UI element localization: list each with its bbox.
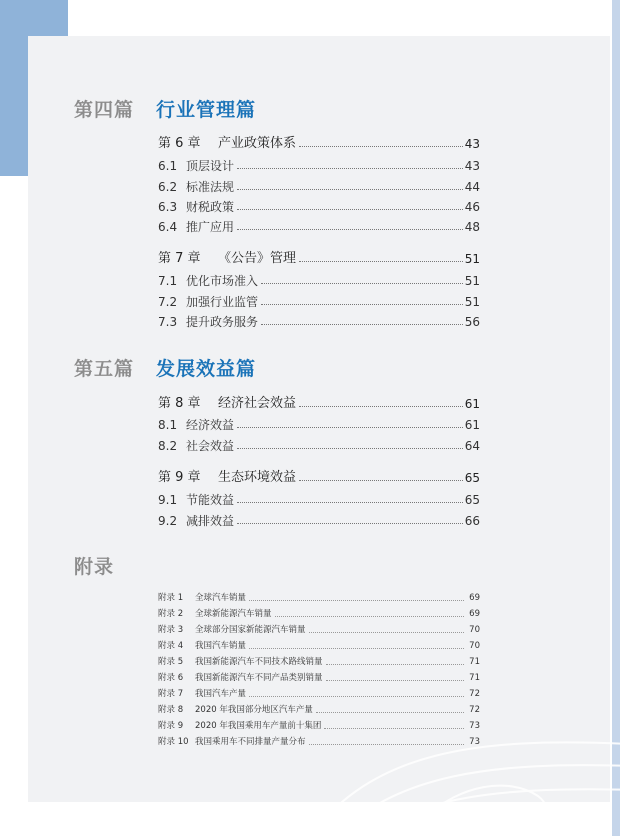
page-number: 71 <box>469 657 480 667</box>
toc-appendix-item[interactable] <box>158 706 480 715</box>
chapter-number: 第 6 章 <box>158 136 201 151</box>
section-number: 6.4 <box>158 220 178 234</box>
page-number: 69 <box>469 593 480 603</box>
section-number: 9.1 <box>158 493 178 507</box>
appendix-item-title: 我国汽车产量 <box>195 689 247 699</box>
page-number: 61 <box>464 418 480 432</box>
dot-leader <box>237 229 463 230</box>
appendix-item-title: 我国乘用车不同排量产量分布 <box>195 737 306 747</box>
appendix-item-title: 我国新能源汽车不同产品类别销量 <box>195 673 323 683</box>
section-title: 社会效益 <box>186 439 235 453</box>
part-title: 行业管理篇 <box>156 99 257 121</box>
page-number: 61 <box>464 397 480 411</box>
section-number: 8.1 <box>158 418 178 432</box>
dot-leader <box>261 283 463 284</box>
part-heading-5 <box>74 354 256 381</box>
page-number: 69 <box>469 609 480 619</box>
toc-appendix-item[interactable] <box>158 722 480 731</box>
appendix-number: 附录 5 <box>158 657 184 667</box>
chapter-number: 第 7 章 <box>158 251 201 266</box>
appendix-item-title: 我国新能源汽车不同技术路线销量 <box>195 657 323 667</box>
toc-chapter-6[interactable] <box>158 137 480 150</box>
chapter-title: 生态环境效益 <box>218 470 297 485</box>
page-number: 43 <box>464 159 480 173</box>
appendix-heading <box>74 552 114 579</box>
dot-leader <box>261 304 463 305</box>
dot-leader <box>309 744 464 745</box>
appendix-item-title: 我国汽车销量 <box>195 641 247 651</box>
appendix-item-title: 2020 年我国乘用车产量前十集团 <box>195 721 322 731</box>
section-number: 6.2 <box>158 180 178 194</box>
dot-leader <box>237 168 463 169</box>
section-number: 8.2 <box>158 439 178 453</box>
toc-appendix-item[interactable] <box>158 610 480 619</box>
toc-appendix-item[interactable] <box>158 690 480 699</box>
dot-leader <box>299 261 463 262</box>
part-number: 第四篇 <box>74 99 135 121</box>
dot-leader <box>249 648 464 649</box>
appendix-number: 附录 7 <box>158 689 184 699</box>
toc-appendix-item[interactable] <box>158 594 480 603</box>
toc-appendix-item[interactable] <box>158 626 480 635</box>
section-title: 经济效益 <box>186 418 235 432</box>
toc-section[interactable] <box>158 201 480 213</box>
page-number: 73 <box>469 721 480 731</box>
dot-leader <box>237 448 463 449</box>
toc-section[interactable] <box>158 316 480 328</box>
toc-section[interactable] <box>158 221 480 233</box>
section-title: 顶层设计 <box>186 159 235 173</box>
chapter-number: 第 9 章 <box>158 470 201 485</box>
section-title: 优化市场准入 <box>186 274 259 288</box>
toc-chapter-7[interactable] <box>158 252 480 265</box>
dot-leader <box>299 480 463 481</box>
section-title: 节能效益 <box>186 493 235 507</box>
appendix-number: 附录 4 <box>158 641 184 651</box>
toc-appendix-item[interactable] <box>158 658 480 667</box>
toc-appendix-item[interactable] <box>158 674 480 683</box>
dot-leader <box>237 523 463 524</box>
section-title: 财税政策 <box>186 200 235 214</box>
appendix-number: 附录 8 <box>158 705 184 715</box>
page-number: 66 <box>464 514 480 528</box>
dot-leader <box>275 616 464 617</box>
section-title: 标准法规 <box>186 180 235 194</box>
page-number: 65 <box>464 471 480 485</box>
dot-leader <box>261 324 463 325</box>
section-title: 减排效益 <box>186 514 235 528</box>
dot-leader <box>237 427 463 428</box>
page-number: 44 <box>464 180 480 194</box>
part-title: 发展效益篇 <box>156 358 257 380</box>
page-number: 56 <box>464 315 480 329</box>
chapter-title: 《公告》管理 <box>218 251 297 266</box>
page-number: 71 <box>469 673 480 683</box>
page-number: 73 <box>469 737 480 747</box>
appendix-number: 附录 1 <box>158 593 184 603</box>
dot-leader <box>324 728 464 729</box>
dot-leader <box>326 680 464 681</box>
toc-chapter-8[interactable] <box>158 397 480 410</box>
appendix-title: 附录 <box>74 556 115 578</box>
section-number: 7.2 <box>158 295 178 309</box>
page-number: 48 <box>464 220 480 234</box>
toc-section[interactable] <box>158 494 480 506</box>
section-title: 加强行业监管 <box>186 295 259 309</box>
dot-leader <box>237 502 463 503</box>
section-number: 9.2 <box>158 514 178 528</box>
swirl-watermark-icon <box>308 716 620 838</box>
page-number: 65 <box>464 493 480 507</box>
page-number: 46 <box>464 200 480 214</box>
part-number: 第五篇 <box>74 358 135 380</box>
chapter-number: 第 8 章 <box>158 396 201 411</box>
page-number: 70 <box>469 641 480 651</box>
toc-chapter-9[interactable] <box>158 471 480 484</box>
toc-appendix-item[interactable] <box>158 738 480 747</box>
appendix-number: 附录 10 <box>158 737 189 747</box>
toc-section[interactable] <box>158 296 480 308</box>
section-number: 6.1 <box>158 159 178 173</box>
page-number: 72 <box>469 705 480 715</box>
section-number: 7.3 <box>158 315 178 329</box>
toc-section[interactable] <box>158 275 480 287</box>
section-title: 提升政务服务 <box>186 315 259 329</box>
appendix-item-title: 全球部分国家新能源汽车销量 <box>195 625 306 635</box>
page-number: 72 <box>469 689 480 699</box>
page-number: 43 <box>464 137 480 151</box>
section-title: 推广应用 <box>186 220 235 234</box>
dot-leader <box>299 406 463 407</box>
dot-leader <box>326 664 464 665</box>
page-number: 51 <box>464 252 480 266</box>
toc-appendix-item[interactable] <box>158 642 480 651</box>
dot-leader <box>237 209 463 210</box>
right-edge-strip <box>612 0 620 836</box>
chapter-title: 产业政策体系 <box>218 136 297 151</box>
appendix-item-title: 全球汽车销量 <box>195 593 247 603</box>
dot-leader <box>316 712 464 713</box>
section-number: 6.3 <box>158 200 178 214</box>
toc-section[interactable] <box>158 440 480 452</box>
appendix-item-title: 全球新能源汽车销量 <box>195 609 272 619</box>
chapter-title: 经济社会效益 <box>218 396 297 411</box>
appendix-number: 附录 6 <box>158 673 184 683</box>
part-heading-4 <box>74 95 256 122</box>
dot-leader <box>249 600 464 601</box>
toc-section[interactable] <box>158 515 480 527</box>
page-number: 70 <box>469 625 480 635</box>
page-number: 64 <box>464 439 480 453</box>
dot-leader <box>309 632 464 633</box>
toc-section[interactable] <box>158 160 480 172</box>
dot-leader <box>249 696 464 697</box>
appendix-number: 附录 9 <box>158 721 184 731</box>
toc-section[interactable] <box>158 181 480 193</box>
appendix-number: 附录 2 <box>158 609 184 619</box>
dot-leader <box>237 189 463 190</box>
dot-leader <box>299 146 463 147</box>
appendix-number: 附录 3 <box>158 625 184 635</box>
page-number: 51 <box>464 274 480 288</box>
section-number: 7.1 <box>158 274 178 288</box>
appendix-item-title: 2020 年我国部分地区汽车产量 <box>195 705 313 715</box>
toc-section[interactable] <box>158 419 480 431</box>
page-number: 51 <box>464 295 480 309</box>
